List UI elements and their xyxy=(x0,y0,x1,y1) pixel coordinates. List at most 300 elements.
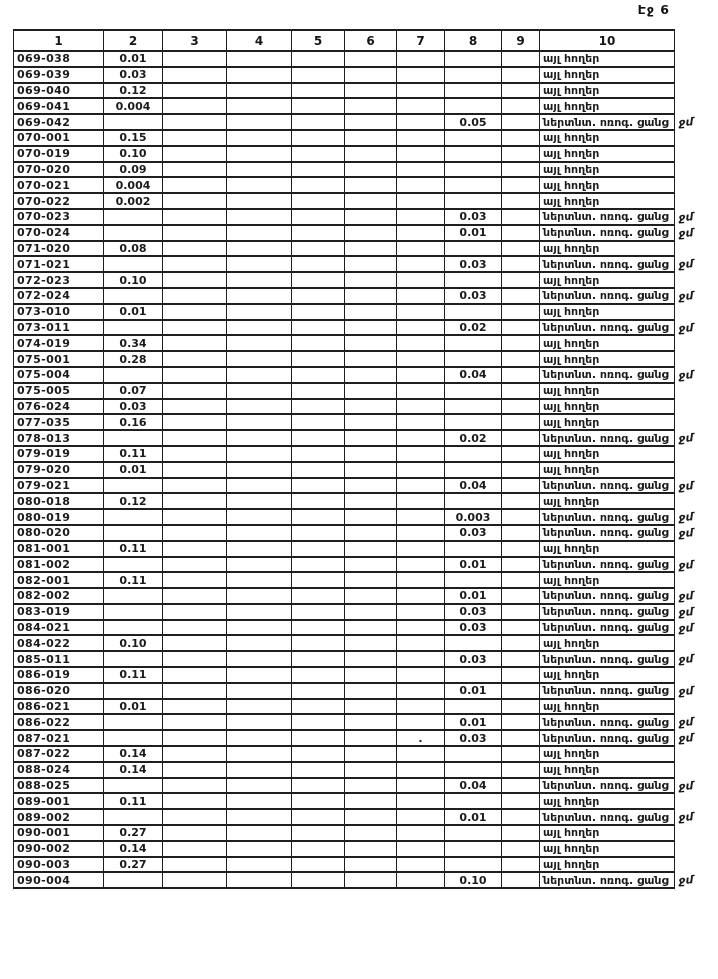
cell-parcel-code: 089-001 xyxy=(14,793,104,809)
cell-col4 xyxy=(227,335,292,351)
cell-col4 xyxy=(227,320,292,336)
cell-col7 xyxy=(397,541,445,557)
cell-col3 xyxy=(163,114,227,130)
cell-parcel-code: 070-020 xyxy=(14,162,104,178)
cell-area-col8 xyxy=(445,241,502,257)
cell-col9 xyxy=(502,146,540,162)
cell-col4 xyxy=(227,162,292,178)
cell-land-use-type: այլ հողեր xyxy=(540,462,675,478)
cell-col4 xyxy=(227,746,292,762)
cell-col3 xyxy=(163,509,227,525)
cell-col3 xyxy=(163,825,227,841)
cell-parcel-code: 083-019 xyxy=(14,604,104,620)
cell-col9 xyxy=(502,667,540,683)
cell-col4 xyxy=(227,809,292,825)
cell-area-col8: 0.003 xyxy=(445,509,502,525)
cell-area-col8 xyxy=(445,130,502,146)
handwritten-margin-mark: ջմ xyxy=(677,589,694,604)
cell-col3 xyxy=(163,588,227,604)
cell-land-use-type: այլ հողեր xyxy=(540,351,675,367)
cell-area-col2: 0.004 xyxy=(104,98,163,114)
cell-area-col2: 0.03 xyxy=(104,399,163,415)
cell-area-col8 xyxy=(445,541,502,557)
cell-col4 xyxy=(227,857,292,873)
table-row xyxy=(14,241,718,257)
cell-area-col8: 0.03 xyxy=(445,209,502,225)
cell-area-col2: 0.10 xyxy=(104,146,163,162)
cell-col9 xyxy=(502,272,540,288)
column-header-5: 5 xyxy=(292,30,345,51)
cell-col7 xyxy=(397,335,445,351)
cell-parcel-code: 079-020 xyxy=(14,462,104,478)
cell-col4 xyxy=(227,572,292,588)
handwritten-margin-mark: ջմ xyxy=(677,258,694,273)
cell-col7 xyxy=(397,177,445,193)
cell-col3 xyxy=(163,525,227,541)
table-row xyxy=(14,462,718,478)
cell-col5 xyxy=(292,493,345,509)
cell-area-col8: 0.03 xyxy=(445,604,502,620)
cell-area-col2: 0.09 xyxy=(104,162,163,178)
cell-col6 xyxy=(345,841,397,857)
cell-col3 xyxy=(163,572,227,588)
table-row xyxy=(14,130,718,146)
cell-col7 xyxy=(397,399,445,415)
table-row xyxy=(14,651,718,667)
cell-col7 xyxy=(397,604,445,620)
table-row xyxy=(14,83,718,99)
cell-col6 xyxy=(345,541,397,557)
cell-land-use-type: ներտնտ. ոռոգ. ցանց xyxy=(540,809,675,825)
cell-col4 xyxy=(227,146,292,162)
cell-area-col2: 0.14 xyxy=(104,841,163,857)
cell-col9 xyxy=(502,841,540,857)
cell-area-col8: 0.04 xyxy=(445,478,502,494)
cell-area-col8 xyxy=(445,304,502,320)
handwritten-margin-mark: ջմ xyxy=(677,479,694,494)
cell-area-col8 xyxy=(445,177,502,193)
table-row xyxy=(14,746,718,762)
cell-col4 xyxy=(227,651,292,667)
cell-land-use-type: այլ հողեր xyxy=(540,793,675,809)
cell-area-col8: 0.10 xyxy=(445,872,502,888)
cell-col7 xyxy=(397,714,445,730)
cell-col3 xyxy=(163,430,227,446)
cell-col3 xyxy=(163,793,227,809)
cell-col4 xyxy=(227,667,292,683)
cell-col7 xyxy=(397,478,445,494)
cell-col5 xyxy=(292,241,345,257)
cell-col9 xyxy=(502,162,540,178)
cell-col5 xyxy=(292,746,345,762)
handwritten-margin-mark: ջմ xyxy=(677,874,694,889)
cell-col4 xyxy=(227,241,292,257)
table-row xyxy=(14,809,718,825)
cell-col6 xyxy=(345,67,397,83)
cell-col7 xyxy=(397,857,445,873)
cell-col3 xyxy=(163,414,227,430)
table-row xyxy=(14,256,718,272)
table-row xyxy=(14,620,718,636)
land-parcel-table xyxy=(13,29,718,889)
cell-col3 xyxy=(163,225,227,241)
cell-col7 xyxy=(397,193,445,209)
cell-parcel-code: 075-001 xyxy=(14,351,104,367)
cell-area-col2 xyxy=(104,872,163,888)
table-row xyxy=(14,762,718,778)
table-row xyxy=(14,414,718,430)
cell-area-col8 xyxy=(445,825,502,841)
cell-parcel-code: 082-001 xyxy=(14,572,104,588)
cell-col5 xyxy=(292,714,345,730)
table-row xyxy=(14,67,718,83)
cell-land-use-type: ներտնտ. ոռոգ. ցանց xyxy=(540,320,675,336)
cell-col5 xyxy=(292,793,345,809)
cell-area-col2 xyxy=(104,651,163,667)
handwritten-margin-mark: ջմ xyxy=(677,431,694,446)
cell-col9 xyxy=(502,193,540,209)
cell-col3 xyxy=(163,714,227,730)
cell-parcel-code: 080-019 xyxy=(14,509,104,525)
cell-col9 xyxy=(502,572,540,588)
cell-col5 xyxy=(292,635,345,651)
cell-col9 xyxy=(502,525,540,541)
cell-col9 xyxy=(502,462,540,478)
cell-col5 xyxy=(292,67,345,83)
cell-col5 xyxy=(292,683,345,699)
cell-parcel-code: 073-011 xyxy=(14,320,104,336)
cell-parcel-code: 076-024 xyxy=(14,399,104,415)
cell-col5 xyxy=(292,162,345,178)
cell-col6 xyxy=(345,399,397,415)
cell-land-use-type: ներտնտ. ոռոգ. ցանց xyxy=(540,588,675,604)
cell-area-col8 xyxy=(445,162,502,178)
cell-col5 xyxy=(292,383,345,399)
cell-col6 xyxy=(345,114,397,130)
cell-col4 xyxy=(227,351,292,367)
cell-col6 xyxy=(345,525,397,541)
cell-land-use-type: այլ հողեր xyxy=(540,383,675,399)
cell-parcel-code: 071-020 xyxy=(14,241,104,257)
cell-parcel-code: 071-021 xyxy=(14,256,104,272)
table-row xyxy=(14,667,718,683)
cell-col5 xyxy=(292,762,345,778)
cell-col9 xyxy=(502,793,540,809)
cell-col6 xyxy=(345,714,397,730)
cell-area-col8: 0.03 xyxy=(445,730,502,746)
cell-col4 xyxy=(227,541,292,557)
cell-col9 xyxy=(502,225,540,241)
cell-col9 xyxy=(502,857,540,873)
cell-col9 xyxy=(502,383,540,399)
cell-col7 xyxy=(397,225,445,241)
handwritten-margin-mark: ջմ xyxy=(677,558,694,573)
cell-area-col2: 0.002 xyxy=(104,193,163,209)
cell-col6 xyxy=(345,793,397,809)
cell-col3 xyxy=(163,241,227,257)
cell-col5 xyxy=(292,98,345,114)
cell-col6 xyxy=(345,604,397,620)
cell-land-use-type: ներտնտ. ոռոգ. ցանց xyxy=(540,225,675,241)
table-row xyxy=(14,635,718,651)
cell-parcel-code: 070-021 xyxy=(14,177,104,193)
cell-area-col2 xyxy=(104,114,163,130)
cell-col4 xyxy=(227,509,292,525)
cell-col3 xyxy=(163,493,227,509)
cell-col7 xyxy=(397,825,445,841)
cell-col7 xyxy=(397,509,445,525)
cell-col7 xyxy=(397,51,445,67)
cell-col4 xyxy=(227,399,292,415)
cell-land-use-type: այլ հողեր xyxy=(540,304,675,320)
cell-col6 xyxy=(345,446,397,462)
cell-col4 xyxy=(227,209,292,225)
cell-col7 xyxy=(397,778,445,794)
cell-land-use-type: այլ հողեր xyxy=(540,162,675,178)
cell-land-use-type: ներտնտ. ոռոգ. ցանց xyxy=(540,778,675,794)
cell-col5 xyxy=(292,146,345,162)
cell-area-col8 xyxy=(445,699,502,715)
cell-col5 xyxy=(292,572,345,588)
cell-col6 xyxy=(345,193,397,209)
cell-area-col8 xyxy=(445,67,502,83)
cell-col7 xyxy=(397,809,445,825)
cell-area-col8: 0.01 xyxy=(445,225,502,241)
cell-col9 xyxy=(502,367,540,383)
cell-col3 xyxy=(163,304,227,320)
cell-col3 xyxy=(163,604,227,620)
cell-area-col2 xyxy=(104,714,163,730)
cell-land-use-type: այլ հողեր xyxy=(540,146,675,162)
cell-col7 xyxy=(397,272,445,288)
cell-col6 xyxy=(345,272,397,288)
cell-col4 xyxy=(227,430,292,446)
table-row xyxy=(14,730,718,746)
cell-col4 xyxy=(227,730,292,746)
cell-col7 xyxy=(397,493,445,509)
handwritten-margin-mark: ջմ xyxy=(677,731,694,746)
cell-col3 xyxy=(163,667,227,683)
cell-parcel-code: 082-002 xyxy=(14,588,104,604)
cell-area-col2: 0.01 xyxy=(104,699,163,715)
cell-col7 xyxy=(397,67,445,83)
table-row xyxy=(14,383,718,399)
cell-col6 xyxy=(345,367,397,383)
cell-col5 xyxy=(292,367,345,383)
cell-parcel-code: 070-022 xyxy=(14,193,104,209)
table-row xyxy=(14,778,718,794)
table-row xyxy=(14,509,718,525)
cell-col6 xyxy=(345,320,397,336)
cell-col4 xyxy=(227,525,292,541)
cell-area-col8 xyxy=(445,762,502,778)
cell-area-col8 xyxy=(445,351,502,367)
cell-col5 xyxy=(292,351,345,367)
cell-col9 xyxy=(502,699,540,715)
cell-col7 xyxy=(397,557,445,573)
cell-col7 xyxy=(397,841,445,857)
column-header-7: 7 xyxy=(397,30,445,51)
cell-col3 xyxy=(163,541,227,557)
cell-parcel-code: 069-039 xyxy=(14,67,104,83)
cell-col6 xyxy=(345,256,397,272)
cell-col5 xyxy=(292,209,345,225)
table-body xyxy=(14,51,718,888)
cell-area-col8: 0.05 xyxy=(445,114,502,130)
cell-col9 xyxy=(502,430,540,446)
cell-land-use-type: այլ հողեր xyxy=(540,399,675,415)
cell-col4 xyxy=(227,367,292,383)
table-row xyxy=(14,541,718,557)
cell-parcel-code: 072-024 xyxy=(14,288,104,304)
cell-col5 xyxy=(292,699,345,715)
cell-col4 xyxy=(227,225,292,241)
cell-col4 xyxy=(227,67,292,83)
cell-col7 xyxy=(397,699,445,715)
cell-col5 xyxy=(292,193,345,209)
cell-area-col2 xyxy=(104,430,163,446)
table-row xyxy=(14,525,718,541)
cell-land-use-type: ներտնտ. ոռոգ. ցանց xyxy=(540,509,675,525)
cell-col3 xyxy=(163,699,227,715)
cell-area-col8: 0.01 xyxy=(445,588,502,604)
cell-area-col2 xyxy=(104,320,163,336)
cell-col9 xyxy=(502,872,540,888)
cell-col4 xyxy=(227,699,292,715)
cell-col7 xyxy=(397,462,445,478)
cell-land-use-type: ներտնտ. ոռոգ. ցանց xyxy=(540,367,675,383)
cell-area-col2: 0.11 xyxy=(104,541,163,557)
cell-area-col2: 0.12 xyxy=(104,83,163,99)
column-header-2: 2 xyxy=(104,30,163,51)
cell-col9 xyxy=(502,825,540,841)
cell-land-use-type: այլ հողեր xyxy=(540,635,675,651)
cell-area-col8: 0.02 xyxy=(445,430,502,446)
cell-col7 xyxy=(397,304,445,320)
page-number-label: Էջ 6 xyxy=(637,2,670,17)
cell-land-use-type: այլ հողեր xyxy=(540,67,675,83)
cell-col9 xyxy=(502,651,540,667)
cell-col5 xyxy=(292,509,345,525)
cell-col4 xyxy=(227,272,292,288)
cell-col9 xyxy=(502,809,540,825)
cell-area-col8: 0.01 xyxy=(445,809,502,825)
cell-land-use-type: այլ հողեր xyxy=(540,699,675,715)
table-header-row xyxy=(14,30,718,51)
cell-col3 xyxy=(163,256,227,272)
cell-col5 xyxy=(292,446,345,462)
cell-col3 xyxy=(163,841,227,857)
cell-col9 xyxy=(502,730,540,746)
cell-col5 xyxy=(292,335,345,351)
cell-area-col8 xyxy=(445,146,502,162)
cell-col6 xyxy=(345,51,397,67)
cell-area-col8: 0.04 xyxy=(445,778,502,794)
cell-col5 xyxy=(292,462,345,478)
cell-col3 xyxy=(163,778,227,794)
cell-parcel-code: 072-023 xyxy=(14,272,104,288)
cell-land-use-type: այլ հողեր xyxy=(540,414,675,430)
table-row xyxy=(14,825,718,841)
cell-col4 xyxy=(227,414,292,430)
handwritten-margin-mark: ջմ xyxy=(677,779,694,794)
cell-area-col2: 0.34 xyxy=(104,335,163,351)
cell-col5 xyxy=(292,525,345,541)
cell-parcel-code: 090-004 xyxy=(14,872,104,888)
cell-col6 xyxy=(345,83,397,99)
handwritten-margin-mark: ջմ xyxy=(677,115,694,130)
cell-area-col2: 0.28 xyxy=(104,351,163,367)
cell-col9 xyxy=(502,288,540,304)
cell-col4 xyxy=(227,288,292,304)
cell-col4 xyxy=(227,557,292,573)
margin-column xyxy=(675,30,718,51)
table-row xyxy=(14,446,718,462)
cell-col7 xyxy=(397,793,445,809)
cell-parcel-code: 084-021 xyxy=(14,620,104,636)
cell-area-col8 xyxy=(445,399,502,415)
cell-col3 xyxy=(163,51,227,67)
table-row xyxy=(14,209,718,225)
cell-area-col2 xyxy=(104,557,163,573)
cell-land-use-type: ներտնտ. ոռոգ. ցանց xyxy=(540,683,675,699)
cell-col6 xyxy=(345,635,397,651)
cell-area-col8 xyxy=(445,841,502,857)
cell-area-col8 xyxy=(445,635,502,651)
table-row xyxy=(14,841,718,857)
cell-col9 xyxy=(502,130,540,146)
cell-col4 xyxy=(227,462,292,478)
cell-land-use-type: այլ հողեր xyxy=(540,841,675,857)
cell-col7 xyxy=(397,414,445,430)
cell-area-col8 xyxy=(445,857,502,873)
table-row xyxy=(14,683,718,699)
cell-area-col2 xyxy=(104,809,163,825)
cell-col4 xyxy=(227,604,292,620)
cell-land-use-type: այլ հողեր xyxy=(540,493,675,509)
cell-col4 xyxy=(227,130,292,146)
column-header-1: 1 xyxy=(14,30,104,51)
cell-col6 xyxy=(345,872,397,888)
cell-col3 xyxy=(163,320,227,336)
cell-parcel-code: 079-021 xyxy=(14,478,104,494)
cell-area-col2: 0.07 xyxy=(104,383,163,399)
cell-col6 xyxy=(345,162,397,178)
cell-col9 xyxy=(502,620,540,636)
cell-col3 xyxy=(163,177,227,193)
cell-col6 xyxy=(345,667,397,683)
cell-col6 xyxy=(345,335,397,351)
cell-col7 xyxy=(397,146,445,162)
cell-col7 xyxy=(397,288,445,304)
cell-col4 xyxy=(227,493,292,509)
cell-col9 xyxy=(502,241,540,257)
cell-col7: . xyxy=(397,730,445,746)
cell-col5 xyxy=(292,620,345,636)
cell-col6 xyxy=(345,146,397,162)
cell-col5 xyxy=(292,478,345,494)
cell-col6 xyxy=(345,730,397,746)
table-row xyxy=(14,793,718,809)
cell-col3 xyxy=(163,620,227,636)
cell-col4 xyxy=(227,83,292,99)
cell-area-col2 xyxy=(104,730,163,746)
cell-col5 xyxy=(292,857,345,873)
cell-parcel-code: 069-041 xyxy=(14,98,104,114)
cell-area-col2 xyxy=(104,367,163,383)
cell-col7 xyxy=(397,620,445,636)
cell-col3 xyxy=(163,288,227,304)
